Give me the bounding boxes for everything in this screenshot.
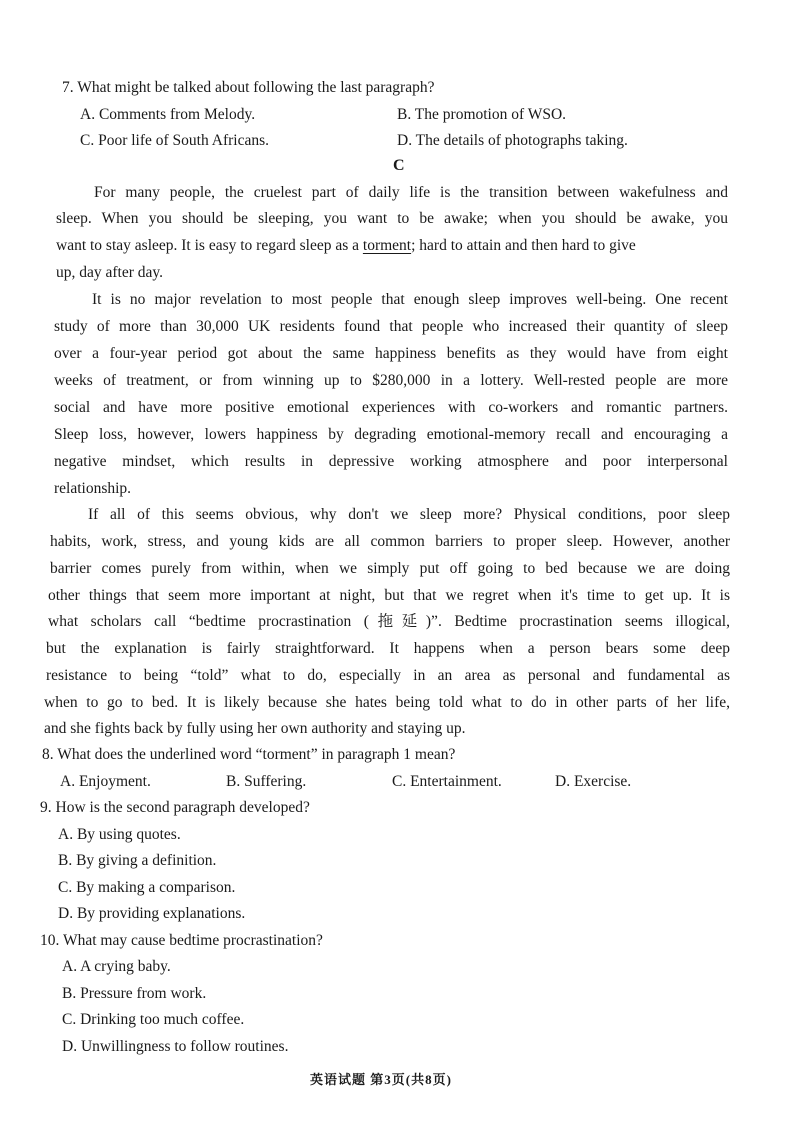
p2-line-7: negative mindset, which results in depressive working atmosphere and poor interpersonal <box>54 453 728 470</box>
p1-line-3-start: want to stay asleep. It is easy to regard sleep as a <box>56 237 363 254</box>
p2-line-4: weeks of treatment, or from winning up to $280,000 in a lottery. Well-rested people are more <box>54 372 728 389</box>
q7-option-a: A. Comments from Melody. <box>80 106 256 123</box>
q7-option-c: C. Poor life of South Africans. <box>80 132 269 149</box>
q8-option-d: D. Exercise. <box>555 773 632 790</box>
q10-option-d: D. Unwillingness to follow routines. <box>62 1038 289 1055</box>
q7-option-d: D. The details of photographs taking. <box>397 132 628 149</box>
q9-stem: 9. How is the second paragraph developed? <box>40 799 310 816</box>
p2-line-2: study of more than 30,000 UK residents found that people who increased their quantity of sleep <box>54 318 728 335</box>
p3-line-6: but the explanation is fairly straightforward. It happens when a person bears some deep <box>46 640 730 657</box>
q10-stem: 10. What may cause bedtime procrastination? <box>40 932 323 949</box>
p3-line-5: what scholars call “bedtime procrastination (拖延)”. Bedtime procrastination seems illogical, <box>48 613 730 630</box>
q8-option-c: C. Entertainment. <box>392 773 502 790</box>
p1-line-3 <box>56 238 636 254</box>
p2-line-1: It is no major revelation to most people that enough sleep improves well-being. One recent <box>92 291 728 308</box>
q7-option-b: B. The promotion of WSO. <box>397 106 567 123</box>
p3-line-7: resistance to being “told” what to do, especially in an area as personal and fundamental as <box>46 667 730 684</box>
q10-option-b: B. Pressure from work. <box>62 985 207 1002</box>
underlined-word-torment: torment <box>362 237 412 254</box>
p3-line-1: If all of this seems obvious, why don't we sleep more? Physical conditions, poor sleep <box>88 506 730 523</box>
q8-option-b: B. Suffering. <box>226 773 307 790</box>
p3-line-4: other things that seem more important at night, but that we regret when it's time to get up. It is <box>48 587 730 604</box>
q10-option-c: C. Drinking too much coffee. <box>62 1011 245 1028</box>
p3-line-3: barrier comes purely from within, when we simply put off going to bed because we are doing <box>50 560 730 577</box>
p1-line-2: sleep. When you should be sleeping, you want to be awake; when you should be awake, you <box>56 210 728 227</box>
p3-line-9: and she fights back by fully using her own authority and staying up. <box>44 720 466 737</box>
q9-option-d: D. By providing explanations. <box>58 905 246 922</box>
q9-option-b: B. By giving a definition. <box>58 852 217 869</box>
p2-line-3: over a four-year period got about the same happiness benefits as they would have from eight <box>54 345 728 362</box>
p2-line-6: Sleep loss, however, lowers happiness by degrading emotional-memory recall and encouraging a <box>54 426 728 443</box>
q9-option-c: C. By making a comparison. <box>58 879 236 896</box>
q10-option-a: A. A crying baby. <box>62 958 171 975</box>
q9-option-a: A. By using quotes. <box>58 826 181 843</box>
p1-line-4: up, day after day. <box>56 264 164 281</box>
p2-line-5: social and have more positive emotional experiences with co-workers and romantic partners. <box>54 399 728 416</box>
page-footer: 英语试题 第3页(共8页) <box>310 1072 452 1087</box>
p2-line-8: relationship. <box>54 480 132 497</box>
p1-line-1: For many people, the cruelest part of daily life is the transition between wakefulness and <box>94 184 728 201</box>
p3-line-8: when to go to bed. It is likely because she hates being told what to do in other parts of her life, <box>44 694 730 711</box>
q8-option-a: A. Enjoyment. <box>60 773 151 790</box>
q8-stem: 8. What does the underlined word “torment” in paragraph 1 mean? <box>42 746 456 763</box>
q7-stem: 7. What might be talked about following the last paragraph? <box>62 79 435 96</box>
p1-line-3-end: ; hard to attain and then hard to give <box>411 237 636 254</box>
section-label: C <box>393 157 405 174</box>
p3-line-2: habits, work, stress, and young kids are all common barriers to proper sleep. However, another <box>50 533 730 550</box>
